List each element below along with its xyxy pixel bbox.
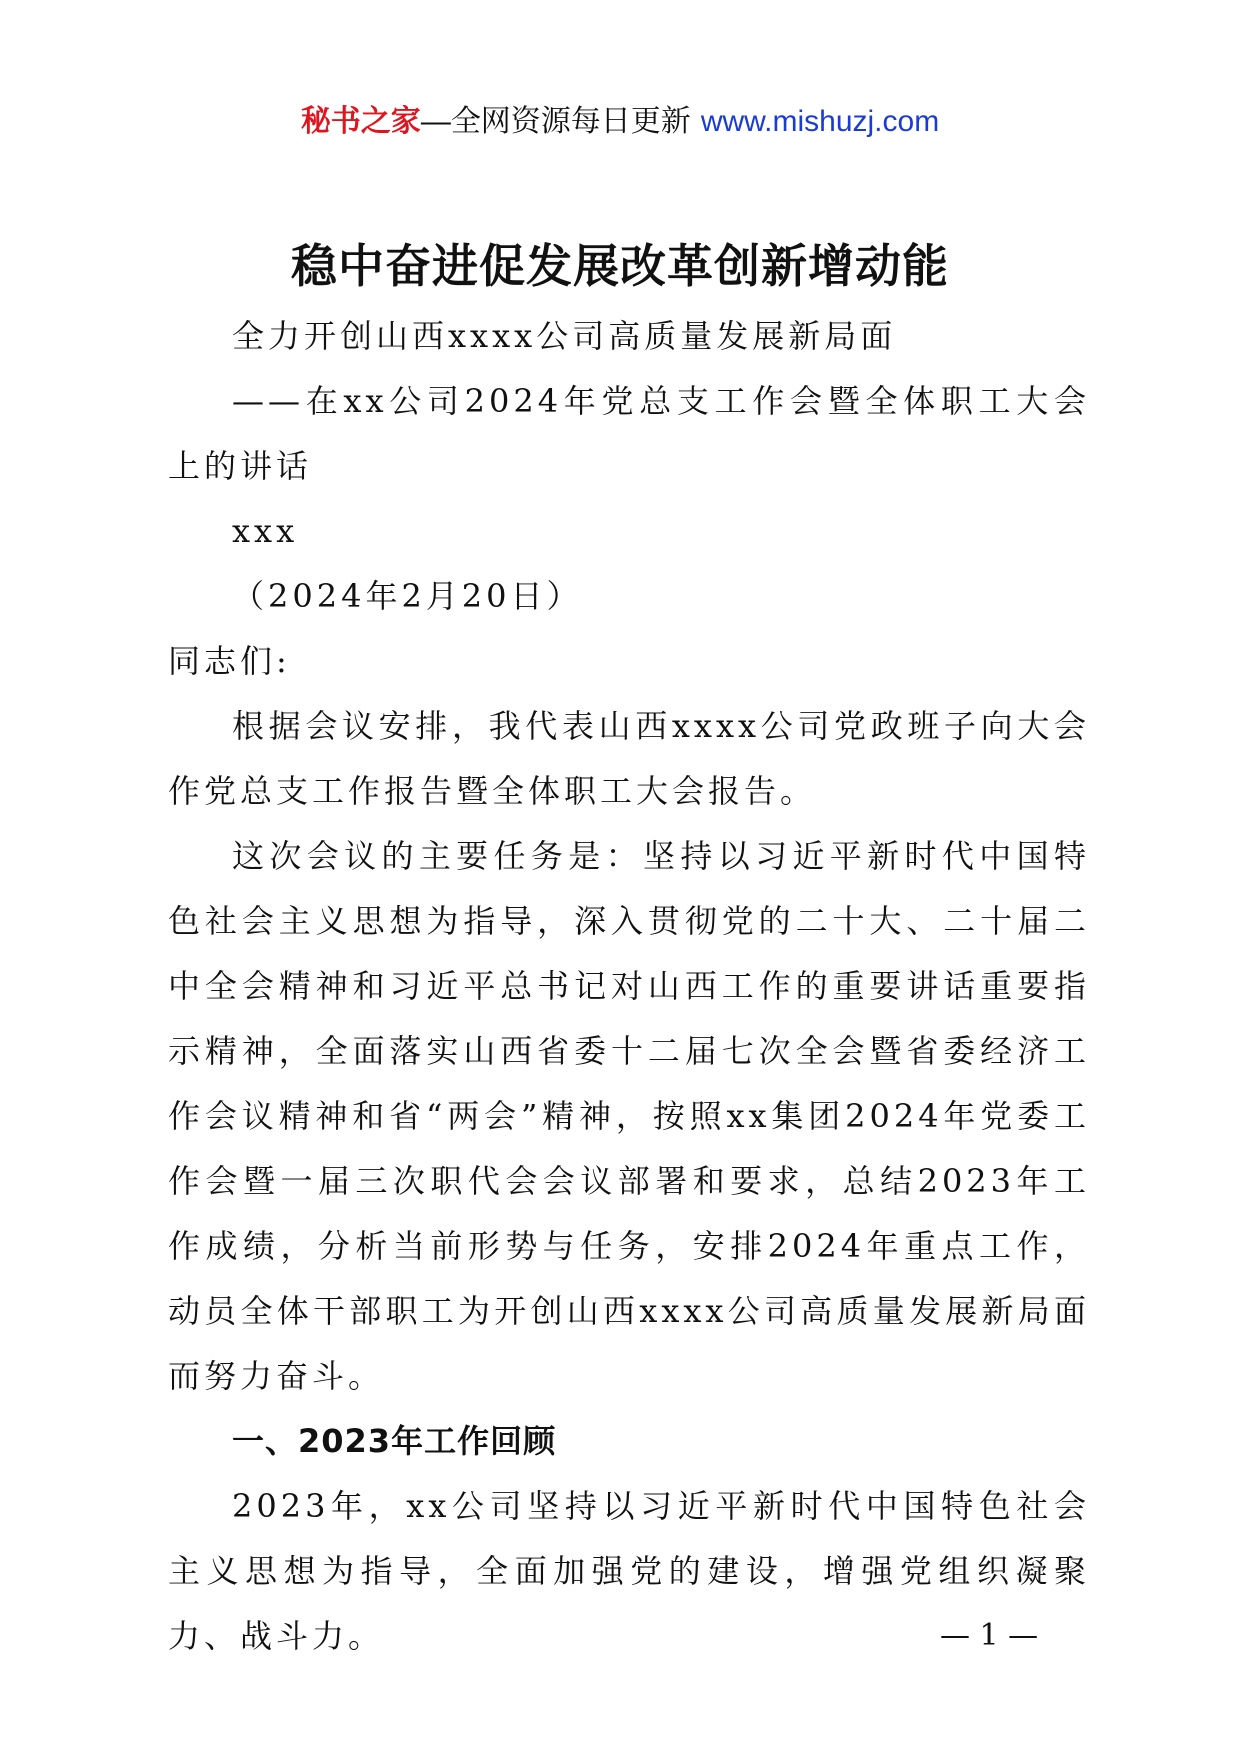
document-date: （2024年2月20日）	[232, 577, 583, 615]
site-banner	[0, 100, 1240, 144]
body-paragraph: 根据会议安排，我代表山西xxxx公司党政班子向大会作党总支工作报告暨全体职工大会报告。	[168, 707, 1090, 810]
section-paragraph: 2023年，xx公司坚持以习近平新时代中国特色社会主义思想为指导，全面加强党的建设，增强党组织凝聚力、战斗力。	[168, 1487, 1090, 1655]
document-body	[168, 304, 1090, 1669]
document-occasion: ——在xx公司2024年党总支工作会暨全体职工大会上的讲话	[168, 382, 1090, 485]
banner-slogan: —全网资源每日更新	[420, 105, 691, 138]
document-salutation: 同志们:	[168, 642, 291, 680]
body-paragraph: 这次会议的主要任务是：坚持以习近平新时代中国特色社会主义思想为指导，深入贯彻党的二十大、二十届二中全会精神和习近平总书记对山西工作的重要讲话重要指示精神，全面落实山西省委十二届七次全会暨省委经济工作会议精神和省“两会”精神，按照xx集团2024年党委工作会暨一届三次职代会会议部署和要求，总结2023年工作成绩，分析当前形势与任务，安排2024年重点工作，动员全体干部职工为开创山西xxxx公司高质量发展新局面而努力奋斗。	[168, 837, 1090, 1395]
document-speaker: xxx	[232, 512, 299, 550]
document-title: 稳中奋进促发展改革创新增动能	[291, 239, 949, 293]
section-heading: 一、2023年工作回顾	[232, 1422, 557, 1460]
banner-url[interactable]: www.mishuzj.com	[700, 105, 940, 138]
page-number: — 1 —	[940, 1618, 1039, 1653]
document-subtitle: 全力开创山西xxxx公司高质量发展新局面	[232, 317, 897, 355]
banner-brand: 秘书之家	[300, 105, 421, 138]
